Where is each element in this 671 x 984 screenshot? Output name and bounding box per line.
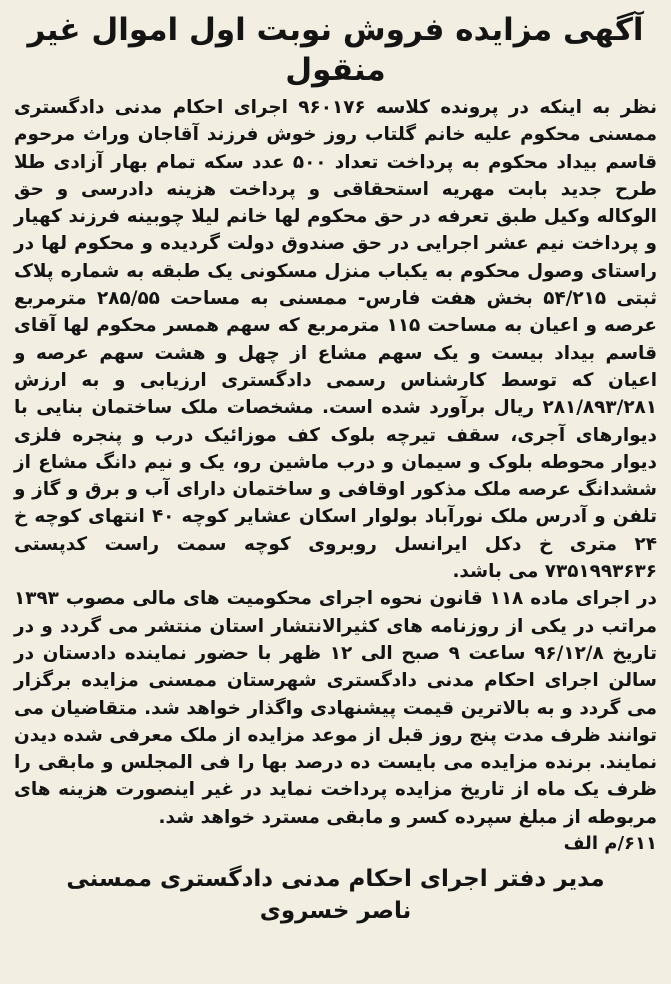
signature-block: [14, 863, 657, 927]
signature-name: ناصر خسروی: [259, 898, 412, 925]
notice-body: [14, 94, 657, 831]
reference-code: ۶۱۱/م الف: [563, 833, 657, 855]
signature-office: مدیر دفتر اجرای احکام مدنی دادگستری ممسنی: [66, 866, 605, 893]
notice-title: آگهی مزایده فروش نوبت اول اموال غیر منقول: [27, 12, 644, 88]
notice-paragraph-property: نظر به اینکه در پرونده کلاسه ۹۶۰۱۷۶ اجرای احکام مدنی دادگستری ممسنی محکوم علیه خانم گلتاب روز خوش فرزند آقاجان وراث مرحوم قاسم بیداد محکوم به پرداخت تعداد ۵۰۰ عدد سکه تمام بهار آزادی طلا طرح جدید بابت مهریه استحقاقی و پرداخت هزینه دادرسی و حق الوکاله وکیل طبق تعرفه در حق محکوم لها خانم لیلا چوبینه فرزند کهیار و پرداخت نیم عشر اجرایی در حق صندوق دولت گردیده و محکوم لها در راستای وصول محکوم به یکباب منزل مسکونی یک طبقه به شماره پلاک ثبتی ۵۴/۲۱۵ بخش هفت فارس- ممسنی به مساحت ۲۸۵/۵۵ مترمربع عرصه و اعیان به مساحت ۱۱۵ مترمربع که سهم همسر محکوم لها آقای قاسم بیداد بیست و یک سهم مشاع از چهل و هشت سهم عرصه و اعیان که توسط کارشناس رسمی دادگستری ارزیابی و به ارزش ۲۸۱/۸۹۳/۲۸۱ ریال برآورد شده است. مشخصات ملک ساختمان بنایی با دیوارهای آجری، سقف تیرچه بلوک کف موزائیک درب و پنجره فلزی دیوار محوطه بلوک و سیمان و درب ماشین رو، یک و نیم دانگ مشاع از ششدانگ عرصه ملک مذکور اوقافی و ساختمان دارای آب و برق و گاز و تلفن و آدرس ملک نورآباد بولوار اسکان عشایر کوچه ۴۰ انتهای کوچه خ ۲۴ متری خ دکل ایرانسل روبروی کوچه سمت راست کدپستی ۷۳۵۱۹۹۳۶۳۶ می باشد.: [14, 97, 658, 583]
notice-paragraph-auction-terms: در اجرای ماده ۱۱۸ قانون نحوه اجرای محکومیت های مالی مصوب ۱۳۹۳ مراتب در یکی از روزنامه های کثیرالانتشار استان منتشر می گردد و در تاریخ ۹۶/۱۲/۸ ساعت ۹ صبح الی ۱۲ ظهر با حضور نماینده دادستان در سالن اجرای احکام مدنی دادگستری شهرستان ممسنی مزایده برگزار می گردد و به بالاترین قیمت پیشنهادی واگذار خواهد شد. متقاضیان می توانند ظرف مدت پنج روز قبل از موعد مزایده از ملک معرفی شده دیدن نمایند. برنده مزایده می بایست ده درصد بها را فی المجلس و مابقی را ظرف یک ماه از تاریخ مزایده پرداخت نماید در غیر اینصورت هزینه های مربوطه از مبلغ سپرده کسر و مابقی مسترد خواهد شد.: [14, 588, 657, 828]
